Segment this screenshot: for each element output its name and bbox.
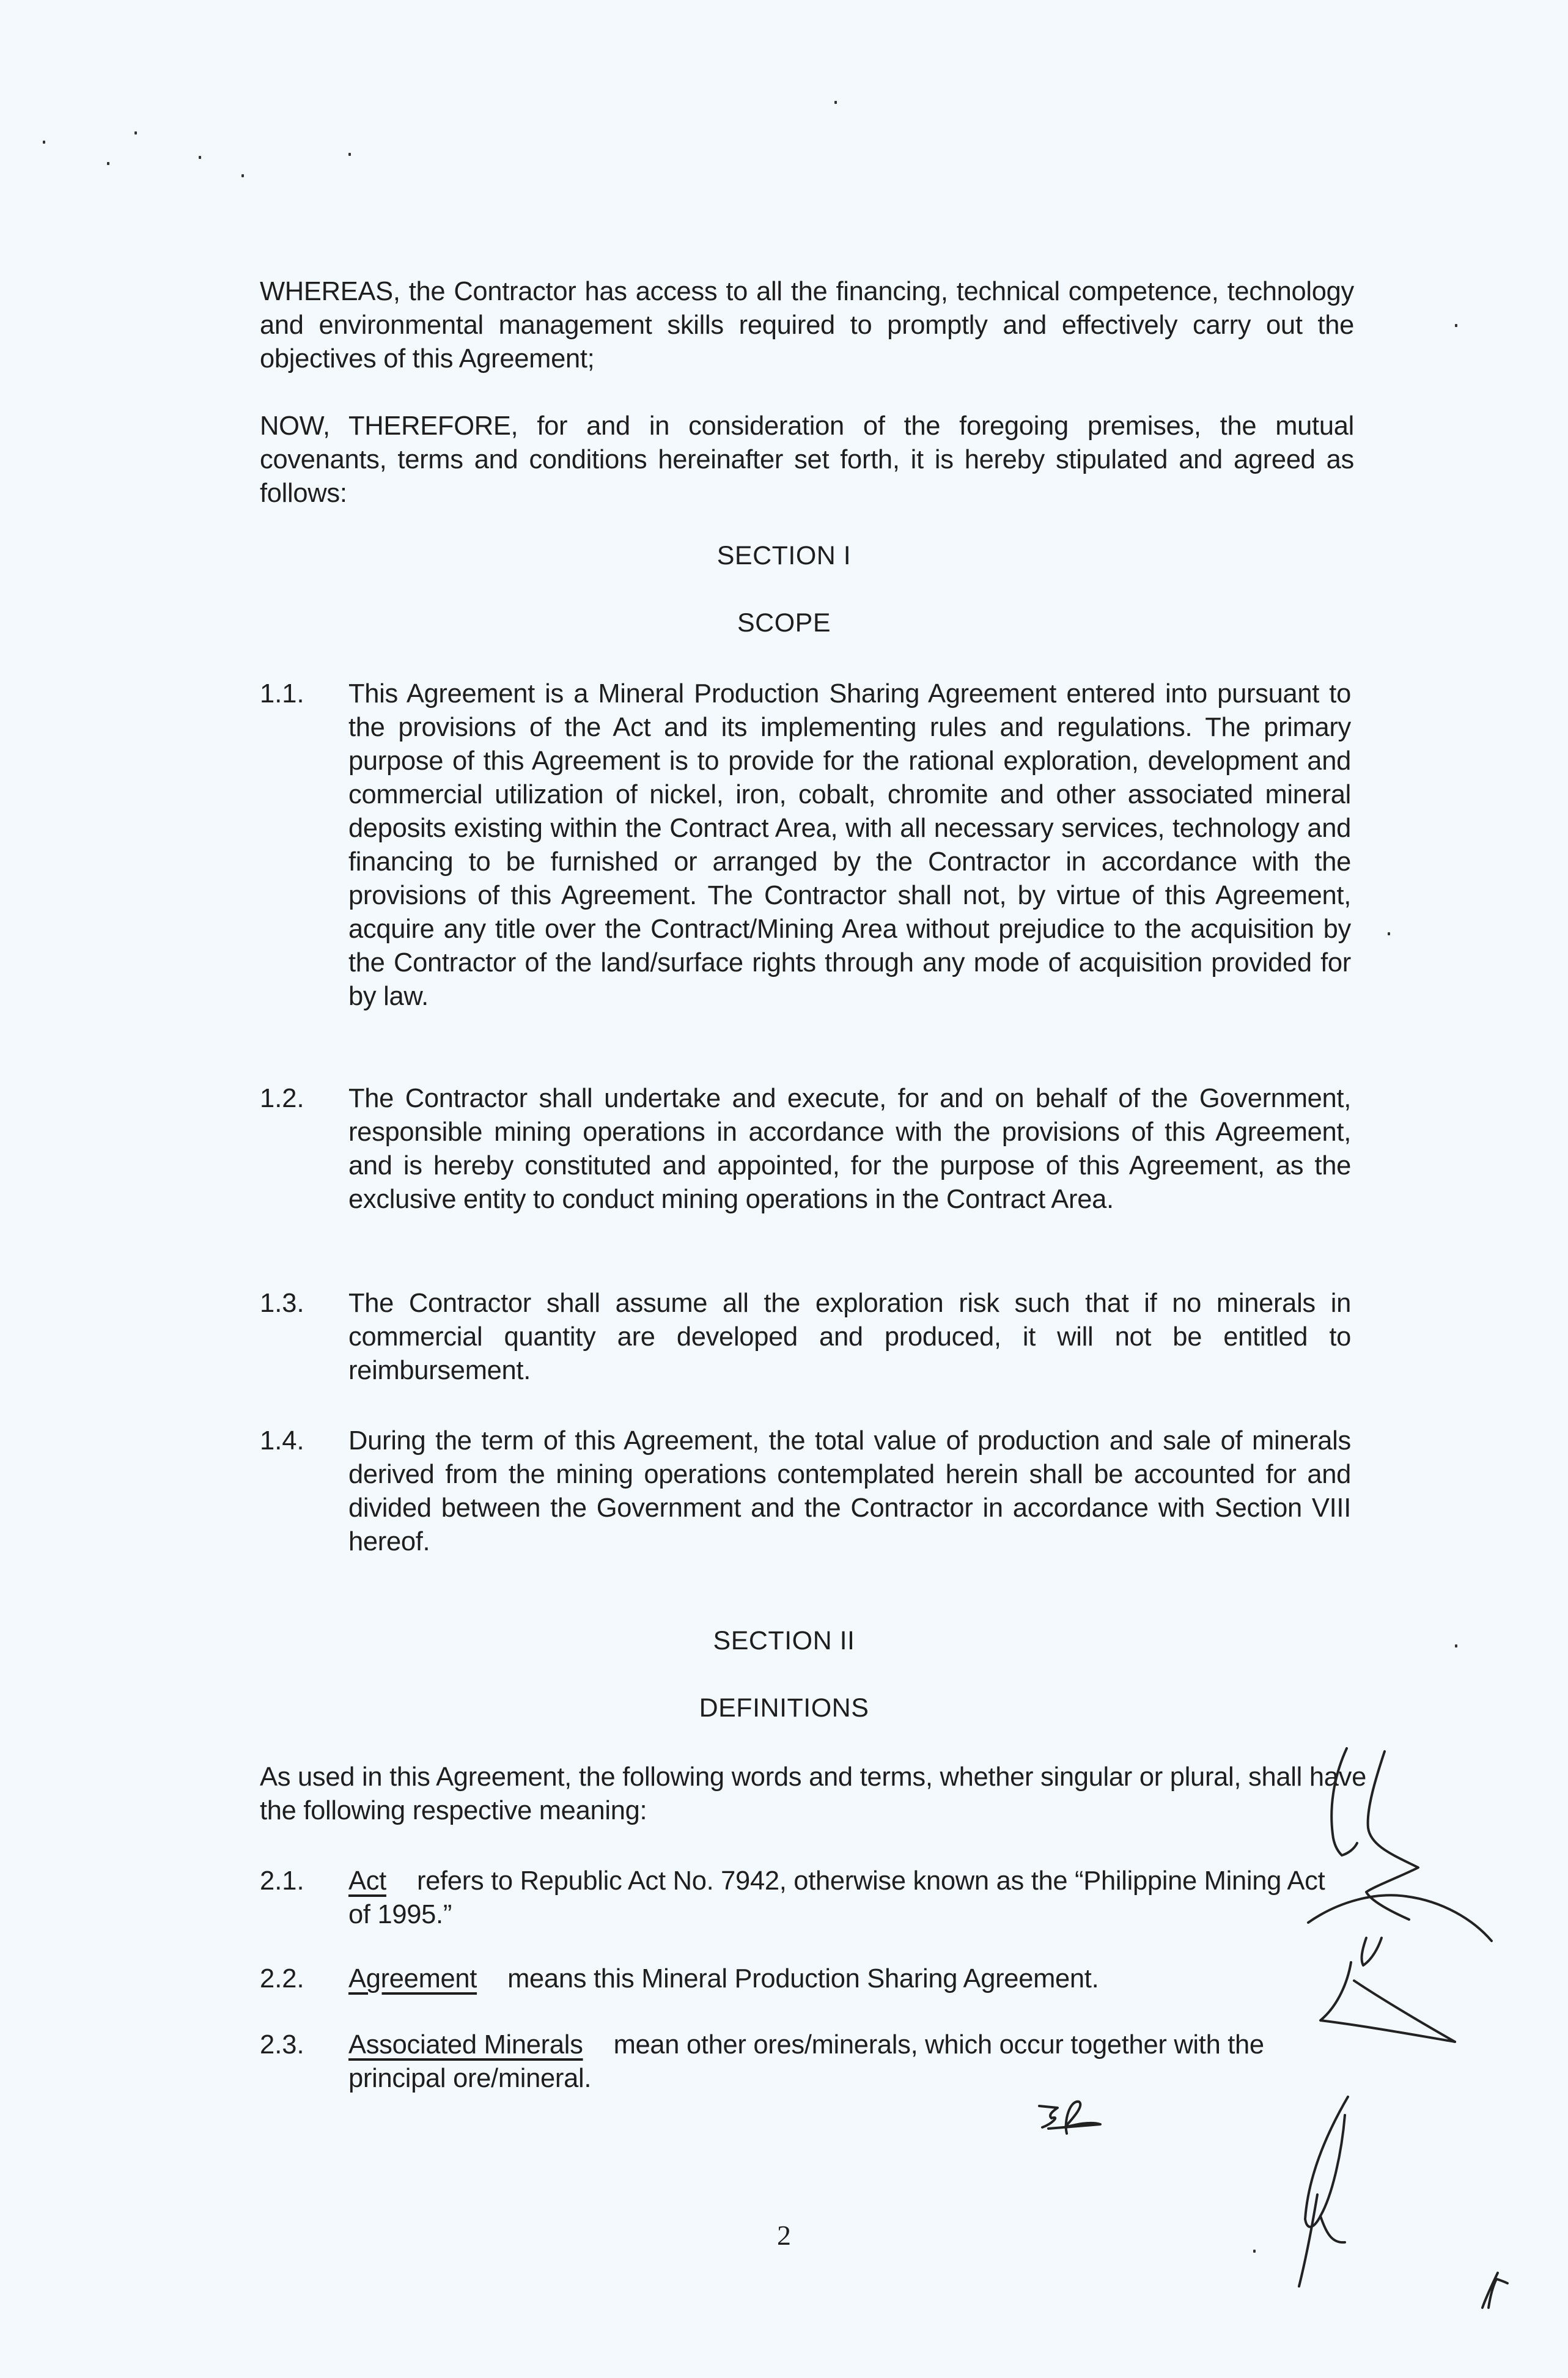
clause-number: 1.3. <box>260 1289 304 1318</box>
clause-number: 1.4. <box>260 1426 304 1456</box>
scan-speck <box>199 156 201 159</box>
scan-speck <box>1455 1644 1457 1647</box>
scan-speck <box>834 101 837 104</box>
initials-bottom-center-icon <box>1033 2097 1106 2146</box>
section-1-title: SCOPE <box>737 608 831 638</box>
scan-speck <box>43 141 45 144</box>
clause-number: 1.1. <box>260 679 304 709</box>
signature-bottom-right-icon <box>1284 2091 1394 2292</box>
scan-speck <box>348 153 351 156</box>
definition-text: mean other ores/minerals, which occur together with the principal ore/mineral. <box>348 2030 1264 2093</box>
clause-text: The Contractor shall undertake and execute, for and on behalf of the Government, responsible mining operations in accordance with the provisions of this Agreement, and is hereby constituted and appointed, for the purpose of this Agreement, as the exclusive entity to conduct mining operations in the Contract Area. <box>348 1084 1351 1214</box>
definitions-intro: As used in this Agreement, the following words and terms, whether singular or plural, shall have the following respective meaning: <box>260 1762 1366 1825</box>
initials-corner-icon <box>1479 2268 1510 2311</box>
definition-body <box>348 2028 1314 2096</box>
definition-body <box>348 1962 1351 1996</box>
scan-speck <box>107 162 109 165</box>
clause-text: During the term of this Agreement, the total value of production and sale of minerals derived from the mining operations contemplated herein shall be accounted for and divided between the Government and the Contractor in accordance with Section VIII hereof. <box>348 1426 1351 1556</box>
defined-term: Act <box>348 1866 386 1896</box>
whereas-clause: WHEREAS, the Contractor has access to all the financing, technical competence, technology and environmental management skills required to promptly and effectively carry out the objectives of this Agreement; <box>260 277 1354 374</box>
clause-number: 1.2. <box>260 1084 304 1113</box>
scan-speck <box>1455 324 1457 327</box>
scan-speck <box>1253 2250 1256 2253</box>
definition-text: means this Mineral Production Sharing Agreement. <box>507 1964 1099 1993</box>
section-2-heading: SECTION II <box>713 1626 855 1655</box>
defined-term: Associated Minerals <box>348 2030 583 2060</box>
scan-speck <box>241 174 244 177</box>
scan-speck <box>134 131 137 134</box>
scan-speck <box>1388 932 1390 935</box>
page-number: 2 <box>777 2220 791 2251</box>
definition-number: 2.2. <box>260 1964 304 1993</box>
definition-text: refers to Republic Act No. 7942, otherwise known as the “Philippine Mining Act of 1995.” <box>348 1866 1325 1929</box>
clause-text: The Contractor shall assume all the exploration risk such that if no minerals in commercial quantity are developed and produced, it will not be entitled to reimbursement. <box>348 1289 1351 1385</box>
clause-text: This Agreement is a Mineral Production Sharing Agreement entered into pursuant to the provisions of the Act and its implementing rules and regulations. The primary purpose of this Agreement is to provide for the rational exploration, development and commercial utilization of nickel, iron, cobalt, chromite and other associated mineral deposits existing within the Contract Area, with all necessary services, technology and financing to be furnished or arranged by the Contractor in accordance with the provisions of this Agreement. The Contractor shall not, by virtue of this Agreement, acquire any title over the Contract/Mining Area without prejudice to the acquisition by the Contractor of the land/surface rights through any mode of acquisition provided for by law. <box>348 679 1351 1011</box>
definition-body <box>348 1864 1351 1932</box>
section-1-heading: SECTION I <box>716 541 852 570</box>
definition-number: 2.3. <box>260 2030 304 2060</box>
definition-number: 2.1. <box>260 1866 304 1896</box>
now-therefore-clause: NOW, THEREFORE, for and in consideration of the foregoing premises, the mutual covenants, terms and conditions hereinafter set forth, it is hereby stipulated and agreed as follows: <box>260 411 1354 508</box>
section-2-title: DEFINITIONS <box>699 1693 869 1723</box>
signature-right-margin-icon <box>1296 1736 1540 2054</box>
defined-term: Agreement <box>348 1964 477 1993</box>
